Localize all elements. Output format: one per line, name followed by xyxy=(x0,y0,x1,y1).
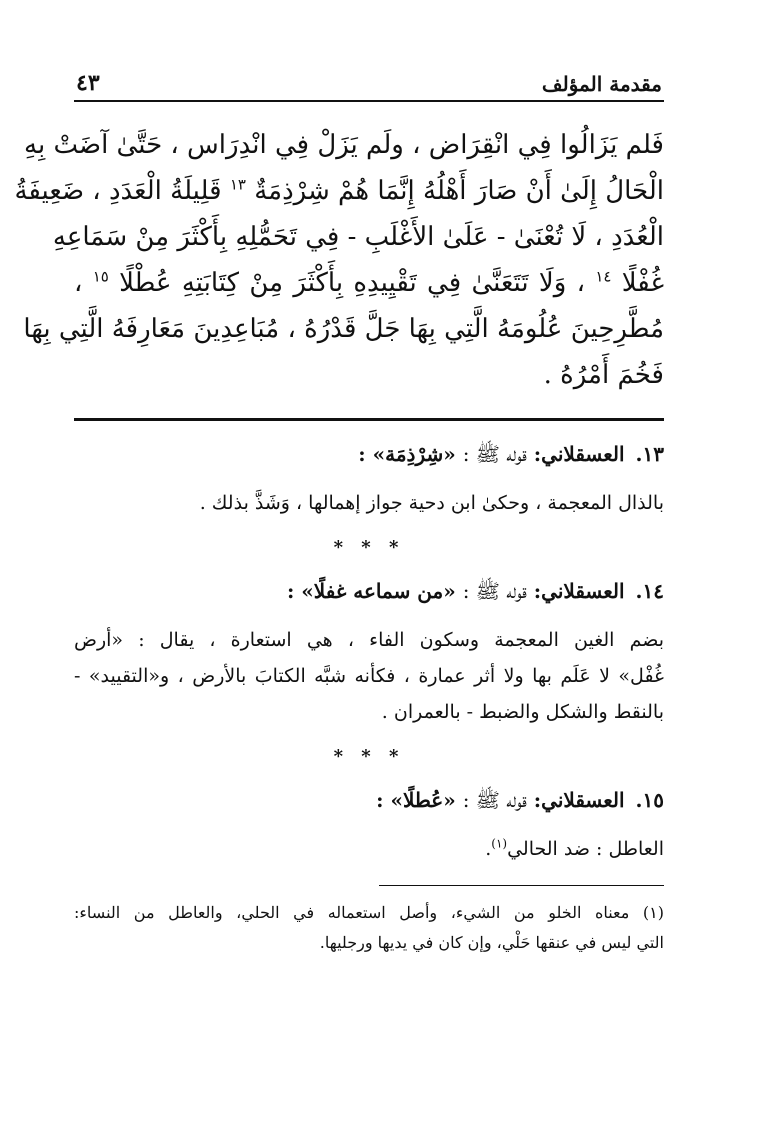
commentary-heading xyxy=(74,574,664,608)
commentary-text: العاطل : ضد الحالي xyxy=(507,838,664,860)
main-text-segment: ، وَلَا تَتَعَنَّىٰ فِي تَقْيِيدِهِ بِأَكْثَرَ مِنْ كِتَابَتِهِ عُطْلًا xyxy=(119,268,596,298)
commentary-phrase: قوله ﷺ : xyxy=(462,788,527,812)
commentary-number: ١٤. xyxy=(635,579,664,603)
main-text-line xyxy=(14,168,664,214)
commentary-number: ١٣. xyxy=(635,442,664,466)
main-text-line: الْعُدَدِ ، لَا تُعْنَىٰ - عَلَىٰ الأَغْلَبِ - فِي تَحَمُّلِهِ بِأَكْثَرَ مِنْ سَمَاعِهِ xyxy=(52,222,664,252)
commentary-heading xyxy=(74,437,664,471)
footnote-line: (١) معناه الخلو من الشيء، وأصل استعماله في الحلي، والعاطل من النساء: xyxy=(74,903,664,922)
commentary-13 xyxy=(74,437,664,521)
footnote-divider xyxy=(379,885,664,886)
footnote-line: التي ليس في عنقها حَلْي، وإن كان في يديها ورجليها. xyxy=(319,933,664,952)
main-text-line xyxy=(74,260,664,306)
commentary-author: العسقلاني: xyxy=(533,442,625,466)
main-text-line: مُطَّرِحِينَ عُلُومَهُ الَّتِي بِهَا جَلَّ قَدْرُهُ ، مُبَاعِدِينَ مَعَارِفَهُ الَّتِي بِهَا xyxy=(23,314,664,344)
commentary-body xyxy=(74,485,664,521)
main-text-line: فَلم يَزَالُوا فِي انْقِرَاض ، ولَم يَزَلْ فِي انْدِرَاس ، حَتَّىٰ آضَتْ بِهِ xyxy=(24,130,664,160)
commentary-line: بالنقط والشكل والضبط - بالعمران . xyxy=(381,701,664,723)
commentary-body xyxy=(74,831,664,867)
note-reference: ١٣ xyxy=(229,175,246,194)
commentary-heading xyxy=(74,783,664,817)
commentary-author: العسقلاني: xyxy=(533,579,625,603)
commentary-15 xyxy=(74,783,664,867)
commentary-line: غُفْل» لا عَلَم بها ولا أثر عمارة ، فكأنه شبَّه الكتابَ بالأرض ، و«التقييد» - xyxy=(74,665,664,687)
commentary-number: ١٥. xyxy=(635,788,664,812)
commentary-quote: «عُطلًا» : xyxy=(376,788,456,812)
commentary-author: العسقلاني: xyxy=(533,788,625,812)
main-text-block xyxy=(14,122,665,398)
separator-stars: * * * xyxy=(333,746,405,767)
footnotes-block xyxy=(74,898,664,958)
note-reference: ١٤ xyxy=(595,267,612,286)
commentary-line: بالذال المعجمة ، وحكىٰ ابن دحية جواز إهمالها ، وَشَذَّ بذلك . xyxy=(199,492,664,514)
note-reference: ١٥ xyxy=(92,267,109,286)
commentary-line: العاطل : ضد الحالي$^{(١)}$. xyxy=(485,836,664,860)
separator-stars: * * * xyxy=(333,537,405,558)
commentary-14 xyxy=(74,574,664,730)
page-number: ٤٣ xyxy=(76,70,100,96)
commentary-quote: «شِرْذِمَة» : xyxy=(358,442,456,466)
footnote-reference: (١) xyxy=(491,836,508,851)
commentary-phrase: قوله ﷺ : xyxy=(462,442,527,466)
main-text-segment: قَلِيلَةُ الْعَدَدِ ، ضَعِيفَةُ xyxy=(14,176,230,206)
commentary-quote: «من سماعه غفلًا» : xyxy=(286,579,456,603)
book-page xyxy=(14,58,665,958)
running-header xyxy=(74,58,664,102)
commentary-body xyxy=(74,622,664,730)
commentary-line: بضم الغين المعجمة وسكون الفاء ، هي استعارة ، يقال : «أرض xyxy=(74,629,664,651)
main-text-segment: ، xyxy=(74,268,93,298)
main-text-segment: الْحَالُ إِلَىٰ أَنْ صَارَ أَهْلُهُ إِنَّمَا هُمْ شِرْذِمَةٌ xyxy=(254,176,664,206)
header-title: مقدمة المؤلف xyxy=(541,72,662,96)
section-divider xyxy=(74,418,664,421)
main-text-segment: غُفْلًا xyxy=(621,268,665,298)
main-text-line: فَخُمَ أَمْرُهُ . xyxy=(543,360,664,390)
commentary-phrase: قوله ﷺ : xyxy=(462,579,527,603)
